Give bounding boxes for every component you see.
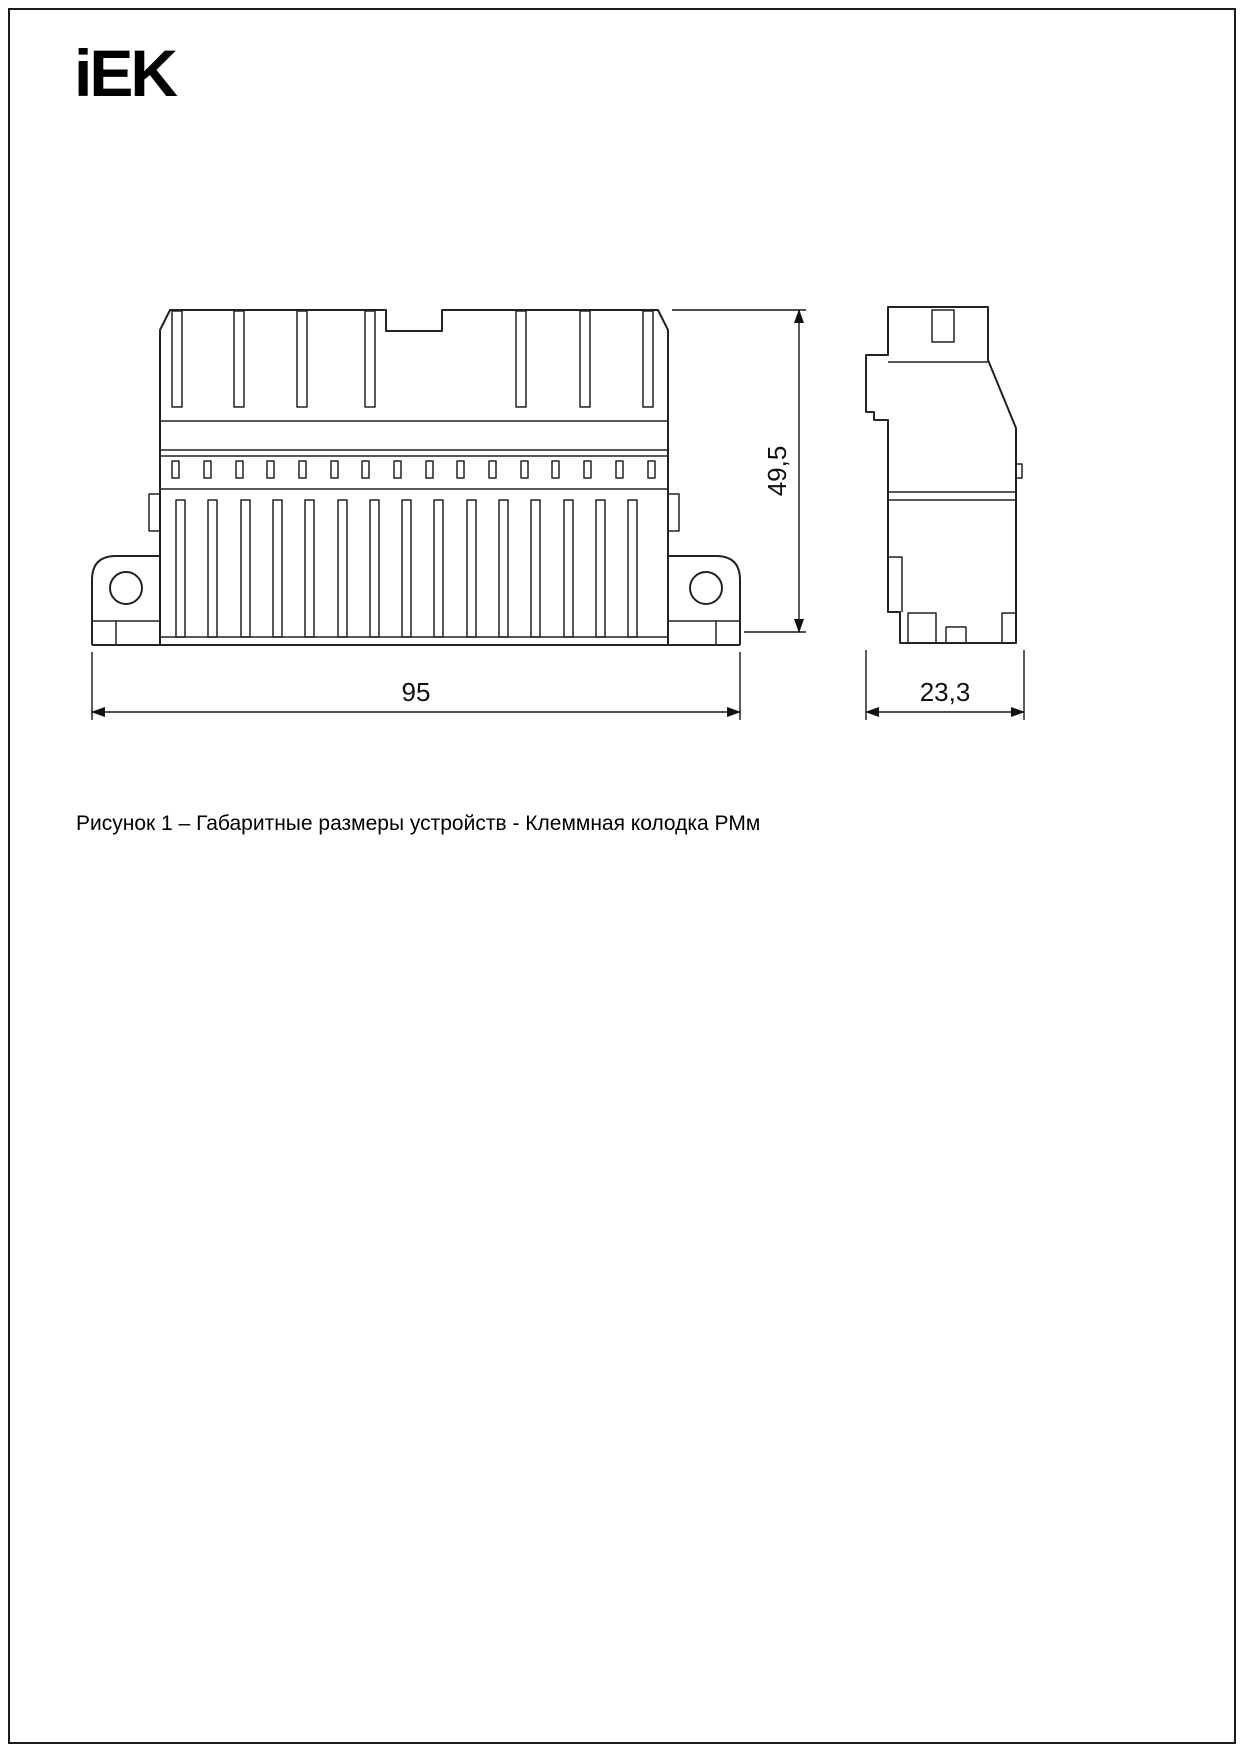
terminal-window	[172, 461, 179, 478]
terminal-window	[204, 461, 211, 478]
terminal-window	[521, 461, 528, 478]
comb-slot	[338, 500, 347, 637]
side-body-outline	[866, 307, 1016, 643]
terminal-windows	[172, 461, 655, 478]
dim-width-label: 95	[401, 677, 431, 707]
terminal-window	[584, 461, 591, 478]
top-slot	[516, 311, 526, 407]
comb-slot	[499, 500, 508, 637]
mounting-ear-left	[92, 556, 160, 645]
ear-outline-right	[668, 556, 740, 645]
top-slot	[297, 311, 307, 407]
terminal-window	[236, 461, 243, 478]
comb-slot	[467, 500, 476, 637]
comb-slot	[628, 500, 637, 637]
terminal-window	[267, 461, 274, 478]
top-slots	[172, 311, 653, 407]
comb-slot	[273, 500, 282, 637]
dim-height-label: 49,5	[762, 445, 792, 497]
side-step-line	[888, 557, 902, 612]
side-foot	[908, 613, 936, 643]
dimension-depth	[866, 650, 1024, 720]
top-slot	[365, 311, 375, 407]
dimension-width	[92, 652, 740, 720]
mounting-hole-right	[690, 572, 722, 604]
iek-logo: iEK	[74, 36, 176, 110]
comb-slot	[596, 500, 605, 637]
terminal-window	[426, 461, 433, 478]
comb-slot	[434, 500, 443, 637]
side-foot-line	[1002, 613, 1016, 643]
terminal-window	[457, 461, 464, 478]
mounting-ear-right	[668, 556, 740, 645]
top-slot	[580, 311, 590, 407]
front-view	[92, 310, 740, 645]
side-top-latch	[932, 310, 954, 342]
terminal-window	[331, 461, 338, 478]
figure-caption: Рисунок 1 – Габаритные размеры устройств - Клеммная колодка РМм	[76, 812, 761, 835]
side-view	[866, 307, 1022, 643]
side-clip-left	[149, 494, 160, 531]
comb-slot	[564, 500, 573, 637]
comb-slot	[305, 500, 314, 637]
comb-slot	[402, 500, 411, 637]
terminal-window	[299, 461, 306, 478]
comb-slot	[370, 500, 379, 637]
terminal-window	[394, 461, 401, 478]
comb-slot	[208, 500, 217, 637]
dim-depth-label: 23,3	[919, 677, 971, 707]
top-slot	[172, 311, 182, 407]
top-slot	[643, 311, 653, 407]
terminal-window	[552, 461, 559, 478]
terminal-window	[362, 461, 369, 478]
ear-outline-left	[92, 556, 160, 645]
terminal-window	[648, 461, 655, 478]
side-foot	[946, 627, 966, 643]
comb-slots	[176, 500, 637, 637]
side-clip-right	[668, 494, 679, 531]
comb-slot	[176, 500, 185, 637]
comb-slot	[241, 500, 250, 637]
mounting-hole-left	[110, 572, 142, 604]
top-slot	[234, 311, 244, 407]
terminal-window	[616, 461, 623, 478]
comb-slot	[531, 500, 540, 637]
terminal-window	[489, 461, 496, 478]
